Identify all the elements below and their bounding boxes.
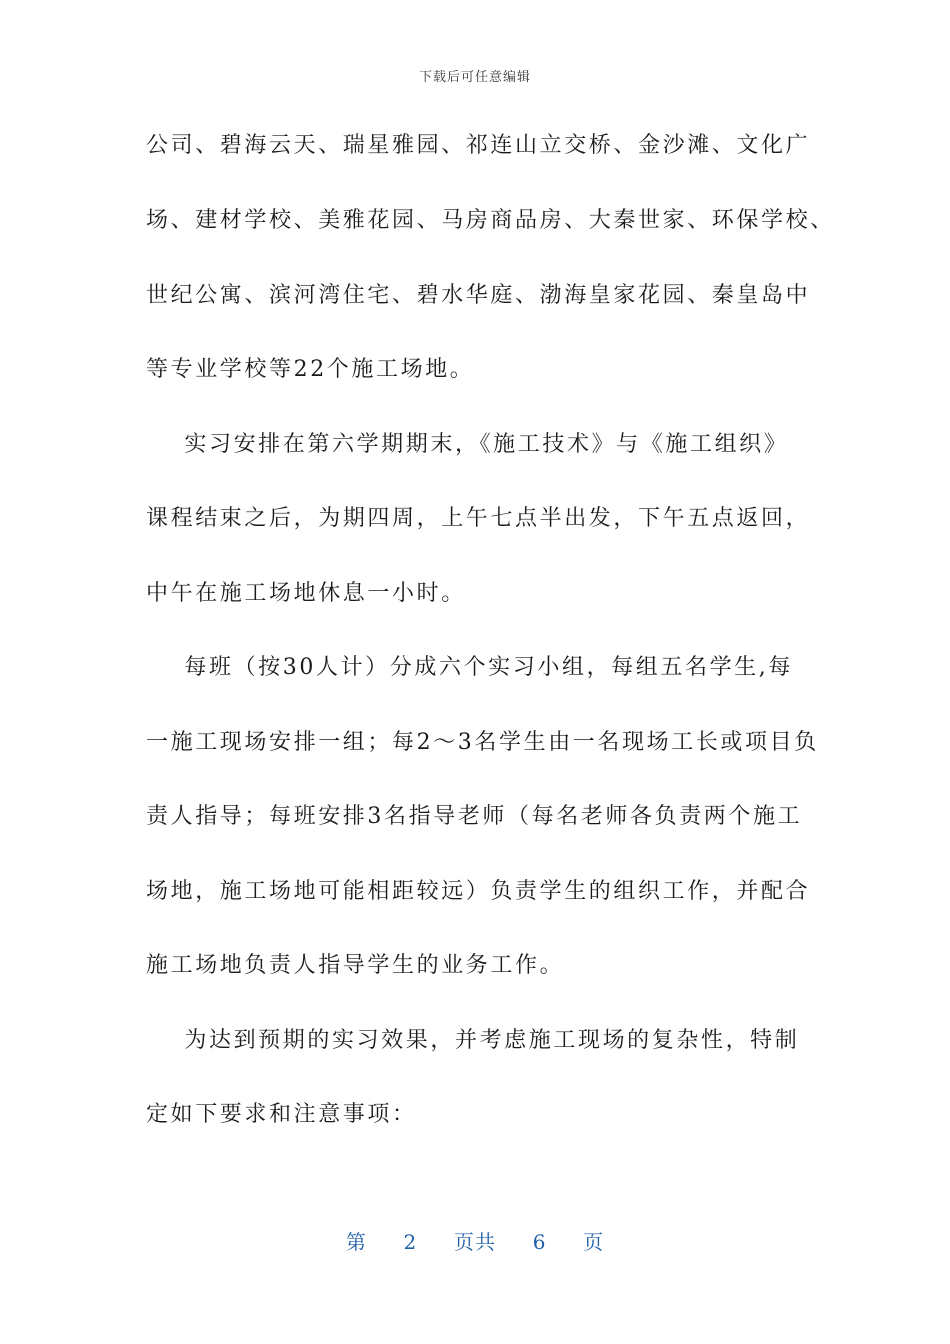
footer-middle: 页共 [454, 1230, 496, 1254]
text-line-7: 中午在施工场地休息一小时。 [146, 581, 466, 606]
footer-page-number: 2 [403, 1230, 418, 1254]
text-line-12: 施工场地负责人指导学生的业务工作。 [146, 953, 565, 978]
page-footer [0, 1226, 950, 1255]
footer-prefix: 第 [345, 1230, 367, 1254]
text-line-1: 公司、碧海云天、瑞星雅园、祁连山立交桥、金沙滩、文化广 [146, 133, 811, 158]
text-line-13: 为达到预期的实习效果，并考虑施工现场的复杂性，特制 [146, 1028, 800, 1053]
text-line-3: 世纪公寓、滨河湾住宅、碧水华庭、渤海皇家花园、秦皇岛中 [146, 283, 811, 308]
footer-total-pages: 6 [532, 1230, 547, 1254]
text-line-4: 等专业学校等22个施工场地。 [146, 357, 475, 382]
text-line-2: 场、建材学校、美雅花园、马房商品房、大秦世家、环保学校、 [146, 208, 835, 233]
text-line-8: 每班（按30人计）分成六个实习小组，每组五名学生,每 [146, 655, 793, 680]
text-line-10: 责人指导；每班安排3名指导老师（每名老师各负责两个施工 [146, 804, 803, 829]
text-line-9: 一施工现场安排一组；每2～3名学生由一名现场工长或项目负 [146, 730, 819, 755]
page-header: 下载后可任意编辑 [418, 70, 531, 85]
text-line-14: 定如下要求和注意事项： [146, 1102, 417, 1127]
text-line-11: 场地，施工场地可能相距较远）负责学生的组织工作，并配合 [146, 879, 811, 904]
footer-suffix: 页 [583, 1230, 605, 1254]
text-line-6: 课程结束之后，为期四周，上午七点半出发，下午五点返回， [146, 506, 811, 531]
text-line-5: 实习安排在第六学期期末，《施工技术》与《施工组织》 [146, 432, 789, 457]
